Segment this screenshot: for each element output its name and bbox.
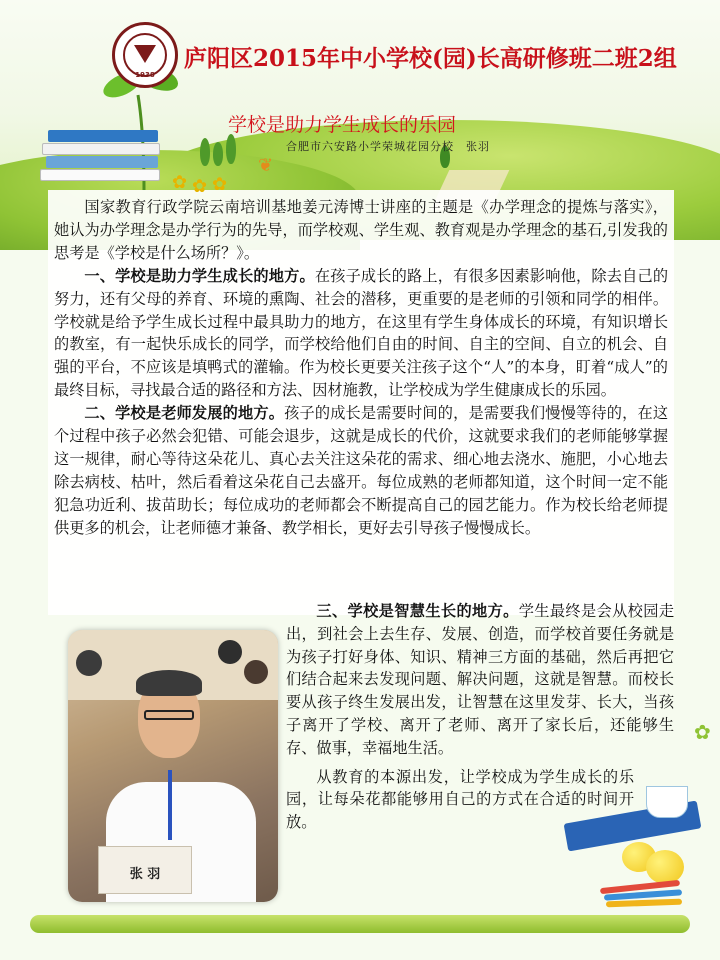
section-2-heading: 二、学校是老师发展的地方。	[84, 404, 285, 423]
school-logo	[112, 22, 178, 88]
bottom-bar	[30, 915, 690, 933]
flower-icon: ✿	[172, 172, 188, 193]
lemon-icon	[646, 850, 684, 884]
name-card	[98, 846, 192, 894]
section-1-heading: 一、学校是助力学生成长的地方。	[84, 266, 315, 285]
tree-icon	[213, 142, 223, 166]
butterfly-icon: ❦	[258, 155, 274, 176]
section-2-body: 孩子的成长是需要时间的，是需要我们慢慢等待的，在这个过程中孩子必然会犯错、可能会退步，这就是成长的代价，这就要求我们的老师能够掌握这一规律，耐心等待这朵花儿、真心去关注这朵花的需求、细心地去浇水、施肥，小心地去除去病枝、枯叶，然后看着这朵花自己去盛开。每位成熟的老师都知道，这个时间一定不能犯急功近利、拔苗助长；每位成功的老师都会不断提高自己的园艺能力。作为校长给老师提供更多的机会，让老师德才兼备、教学相长，更好去引导孩子慢慢成长。	[54, 404, 669, 537]
article-column	[286, 600, 674, 840]
article-body	[54, 196, 668, 540]
article-byline: 合肥市六安路小学荣城花园分校 张羽	[286, 140, 490, 153]
conclusion-paragraph: 从教育的本源出发，让学校成为学生成长的乐园，让每朵花都能够用自己的方式在合适的时间开放。	[286, 767, 634, 832]
author-photo	[68, 630, 278, 902]
logo-year: 1938	[135, 71, 155, 79]
flower-icon: ✿	[192, 176, 208, 197]
section-3-body: 学生最终是会从校园走出，到社会上去生存、发展、创造，而学校首要任务就是为孩子打好身体、知识、精神三方面的基础，然后再把它们结合起来去发现问题、解决问题，这就是智慧。而校长要从孩子终生发展出发，让智慧在这里发芽、长大，当孩子离开了学校、离开了老师、离开了家长后，还能够生存、做事，幸福地生活。	[286, 602, 675, 757]
cup-icon	[646, 786, 688, 818]
pencil-icon	[606, 899, 682, 908]
books-stack-icon	[40, 130, 170, 190]
section-2-paragraph	[54, 402, 668, 539]
section-3-paragraph	[286, 600, 674, 760]
banner-title: 庐阳区2015年中小学校(园)长高研修班二班2组	[184, 45, 677, 72]
tree-icon	[226, 134, 236, 164]
name-card-label: 张 羽	[129, 867, 161, 882]
section-1-body: 在孩子成长的路上，有很多因素影响他，除去自己的努力，还有父母的养育、环境的熏陶、社会的潜移，更重要的是老师的引领和同学的相伴。学校就是给予学生成长过程中最具助力的地方，在这里有学生身体成长的环境，有知识增长的教室，有一起快乐成长的同学，而学校给他们自由的时间、自主的空间、自立的机会、自强的平台，不应该是填鸭式的灌输。作为校长更要关注孩子这个“人”的本身，盯着“成人”的最终目标，寻找最合适的路径和方法、因材施教，让学校成为学生健康成长的乐园。	[54, 266, 669, 400]
glasses	[144, 710, 194, 720]
section-1-paragraph	[54, 265, 668, 402]
article-title: 学校是助力学生成长的乐园	[228, 114, 457, 136]
clover-icon: ✿	[694, 720, 711, 744]
section-3-heading: 三、学校是智慧生长的地方。	[316, 602, 519, 620]
intro-paragraph: 国家教育行政学院云南培训基地姜元涛博士讲座的主题是《办学理念的提炼与落实》，她认为办学理念是办学行为的先导，而学校观、学生观、教育观是办学理念的基石,引发我的思考是《学校是什么场所？》。	[54, 198, 668, 262]
flower-icon: ✿	[212, 174, 228, 195]
